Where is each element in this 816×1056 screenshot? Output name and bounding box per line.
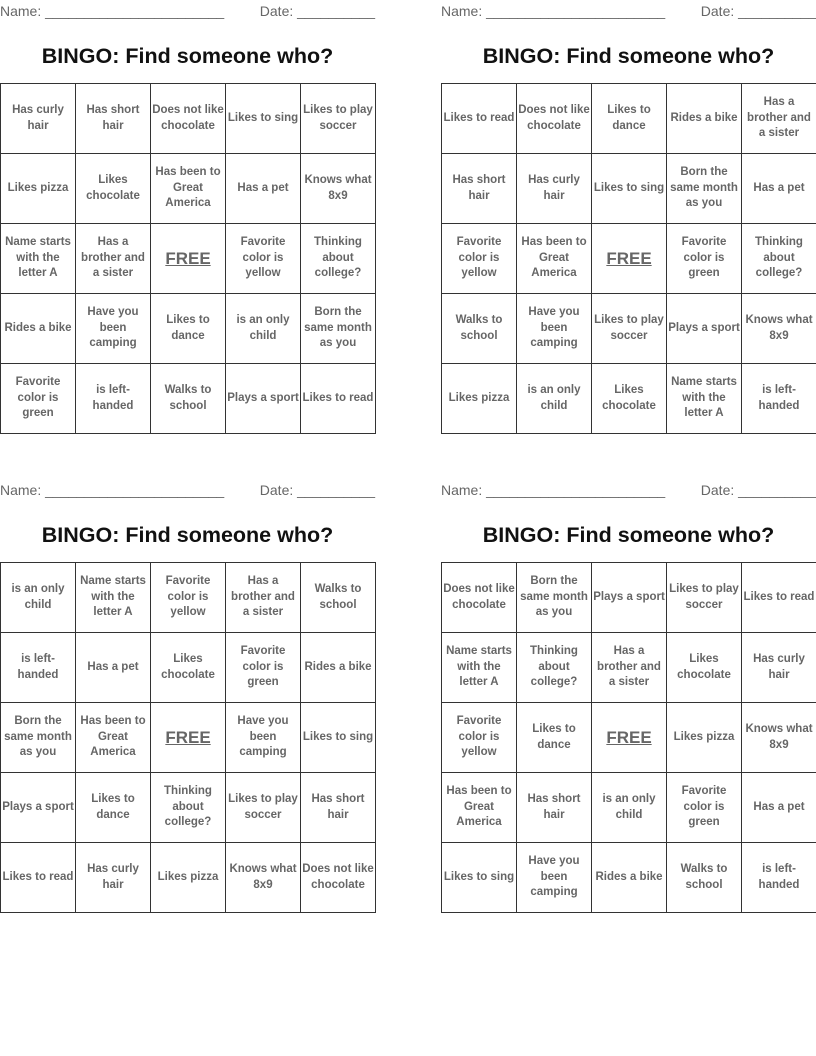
free-space[interactable]: FREE xyxy=(151,703,226,773)
date-field[interactable]: Date: __________ xyxy=(259,3,375,19)
grid-row xyxy=(1,563,376,633)
grid-row xyxy=(1,703,376,773)
bingo-cell[interactable]: Likes to dance xyxy=(151,294,226,364)
bingo-cell[interactable]: Has short hair xyxy=(517,773,592,843)
bingo-cell[interactable]: Has a brother and a sister xyxy=(76,224,151,294)
bingo-cell[interactable]: is left-handed xyxy=(1,633,76,703)
bingo-cell[interactable]: Does not like chocolate xyxy=(442,563,517,633)
bingo-cell[interactable]: Has short hair xyxy=(76,84,151,154)
bingo-cell[interactable]: Likes to sing xyxy=(592,154,667,224)
bingo-cell[interactable]: is an only child xyxy=(592,773,667,843)
bingo-cell[interactable]: Thinking about college? xyxy=(742,224,816,294)
bingo-cell[interactable]: is left-handed xyxy=(76,364,151,434)
bingo-cell[interactable]: Rides a bike xyxy=(667,84,742,154)
grid-row xyxy=(442,703,816,773)
bingo-cell[interactable]: Likes to sing xyxy=(226,84,301,154)
card-header xyxy=(0,0,375,22)
bingo-cell[interactable]: is an only child xyxy=(226,294,301,364)
date-field[interactable]: Date: __________ xyxy=(259,482,375,498)
name-field[interactable]: Name: _______________________ xyxy=(441,3,666,19)
bingo-cell[interactable]: Walks to school xyxy=(151,364,226,434)
name-field[interactable]: Name: _______________________ xyxy=(0,482,225,498)
bingo-cell[interactable]: Rides a bike xyxy=(301,633,376,703)
bingo-cell[interactable]: Knows what 8x9 xyxy=(301,154,376,224)
bingo-cell[interactable]: Likes to dance xyxy=(76,773,151,843)
bingo-cell[interactable]: Likes pizza xyxy=(151,843,226,913)
bingo-cell[interactable]: Has been to Great America xyxy=(442,773,517,843)
bingo-card xyxy=(0,0,375,420)
grid-row xyxy=(442,294,816,364)
grid-row xyxy=(442,154,816,224)
bingo-cell[interactable]: Likes to read xyxy=(442,84,517,154)
grid-row xyxy=(1,364,376,434)
bingo-cell[interactable]: Has a brother and a sister xyxy=(226,563,301,633)
card-title: BINGO: Find someone who? xyxy=(482,44,775,68)
bingo-cell[interactable]: Knows what 8x9 xyxy=(226,843,301,913)
bingo-grid xyxy=(0,83,376,434)
bingo-cell[interactable]: Have you been camping xyxy=(517,294,592,364)
bingo-cell[interactable]: Walks to school xyxy=(301,563,376,633)
bingo-cell[interactable]: Born the same month as you xyxy=(517,563,592,633)
grid-row xyxy=(1,294,376,364)
bingo-cell[interactable]: Rides a bike xyxy=(592,843,667,913)
bingo-cell[interactable]: Name starts with the letter A xyxy=(76,563,151,633)
bingo-cell[interactable]: Has been to Great America xyxy=(76,703,151,773)
bingo-cell[interactable]: Likes to sing xyxy=(301,703,376,773)
bingo-cell[interactable]: Likes pizza xyxy=(1,154,76,224)
bingo-cell[interactable]: Rides a bike xyxy=(1,294,76,364)
bingo-cell[interactable]: Likes to dance xyxy=(592,84,667,154)
bingo-cell[interactable]: Does not like chocolate xyxy=(301,843,376,913)
bingo-cell[interactable]: is left-handed xyxy=(742,364,816,434)
bingo-cell[interactable]: Favorite color is green xyxy=(667,224,742,294)
bingo-cell[interactable]: Likes to sing xyxy=(442,843,517,913)
grid-row xyxy=(442,843,816,913)
bingo-cell[interactable]: Favorite color is yellow xyxy=(226,224,301,294)
card-header xyxy=(0,479,375,501)
bingo-cell[interactable]: Born the same month as you xyxy=(301,294,376,364)
bingo-cell[interactable]: Does not like chocolate xyxy=(517,84,592,154)
bingo-cell[interactable]: Has a pet xyxy=(742,773,816,843)
bingo-cell[interactable]: Has curly hair xyxy=(76,843,151,913)
bingo-cell[interactable]: is an only child xyxy=(1,563,76,633)
bingo-cell[interactable]: Has been to Great America xyxy=(151,154,226,224)
bingo-cell[interactable]: Likes to dance xyxy=(517,703,592,773)
bingo-cell[interactable]: Likes to read xyxy=(1,843,76,913)
bingo-cell[interactable]: Favorite color is green xyxy=(226,633,301,703)
free-space[interactable]: FREE xyxy=(151,224,226,294)
bingo-cell[interactable]: Thinking about college? xyxy=(517,633,592,703)
card-title: BINGO: Find someone who? xyxy=(41,523,334,547)
grid-row xyxy=(442,563,816,633)
bingo-cell[interactable]: Likes chocolate xyxy=(592,364,667,434)
bingo-cell[interactable]: Likes to play soccer xyxy=(667,563,742,633)
bingo-cell[interactable]: Has curly hair xyxy=(1,84,76,154)
bingo-cell[interactable]: Likes to play soccer xyxy=(226,773,301,843)
grid-row xyxy=(442,773,816,843)
bingo-cell[interactable]: Has a brother and a sister xyxy=(742,84,816,154)
bingo-cell[interactable]: Likes to play soccer xyxy=(592,294,667,364)
bingo-cell[interactable]: Name starts with the letter A xyxy=(1,224,76,294)
bingo-cell[interactable]: Plays a sport xyxy=(592,563,667,633)
card-title: BINGO: Find someone who? xyxy=(41,44,334,68)
grid-row xyxy=(442,633,816,703)
bingo-cell[interactable]: Plays a sport xyxy=(226,364,301,434)
bingo-cell[interactable]: Likes pizza xyxy=(667,703,742,773)
bingo-cell[interactable]: Has a pet xyxy=(742,154,816,224)
free-space[interactable]: FREE xyxy=(592,703,667,773)
bingo-cell[interactable]: Has been to Great America xyxy=(517,224,592,294)
bingo-cell[interactable]: Plays a sport xyxy=(1,773,76,843)
date-field[interactable]: Date: __________ xyxy=(700,482,816,498)
card-header xyxy=(441,479,816,501)
bingo-cell[interactable]: Favorite color is yellow xyxy=(151,563,226,633)
bingo-cell[interactable]: Likes pizza xyxy=(442,364,517,434)
bingo-cell[interactable]: Likes chocolate xyxy=(667,633,742,703)
grid-row xyxy=(442,84,816,154)
bingo-cell[interactable]: Has curly hair xyxy=(517,154,592,224)
bingo-card xyxy=(441,0,816,420)
card-header xyxy=(441,0,816,22)
bingo-cell[interactable]: is left-handed xyxy=(742,843,816,913)
bingo-cell[interactable]: Born the same month as you xyxy=(1,703,76,773)
bingo-card xyxy=(441,479,816,899)
name-field[interactable]: Name: _______________________ xyxy=(0,3,225,19)
grid-row xyxy=(1,84,376,154)
grid-row xyxy=(1,633,376,703)
grid-row xyxy=(1,843,376,913)
bingo-cell[interactable]: Knows what 8x9 xyxy=(742,294,816,364)
bingo-cell[interactable]: Name starts with the letter A xyxy=(442,633,517,703)
grid-row xyxy=(1,224,376,294)
bingo-cell[interactable]: Thinking about college? xyxy=(151,773,226,843)
bingo-cell[interactable]: is an only child xyxy=(517,364,592,434)
bingo-cell[interactable]: Likes chocolate xyxy=(76,154,151,224)
grid-row xyxy=(442,364,816,434)
bingo-cell[interactable]: Likes chocolate xyxy=(151,633,226,703)
bingo-cell[interactable]: Name starts with the letter A xyxy=(667,364,742,434)
bingo-cell[interactable]: Likes to play soccer xyxy=(301,84,376,154)
bingo-cell[interactable]: Does not like chocolate xyxy=(151,84,226,154)
bingo-cell[interactable]: Plays a sport xyxy=(667,294,742,364)
bingo-cell[interactable]: Have you been camping xyxy=(517,843,592,913)
bingo-cell[interactable]: Walks to school xyxy=(442,294,517,364)
bingo-cell[interactable]: Thinking about college? xyxy=(301,224,376,294)
bingo-cell[interactable]: Have you been camping xyxy=(226,703,301,773)
grid-row xyxy=(1,154,376,224)
bingo-cell[interactable]: Have you been camping xyxy=(76,294,151,364)
free-space[interactable]: FREE xyxy=(592,224,667,294)
bingo-cell[interactable]: Likes to read xyxy=(301,364,376,434)
bingo-cell[interactable]: Has a pet xyxy=(226,154,301,224)
bingo-cell[interactable]: Walks to school xyxy=(667,843,742,913)
card-title: BINGO: Find someone who? xyxy=(482,523,775,547)
grid-row xyxy=(1,773,376,843)
bingo-cell[interactable]: Likes to read xyxy=(742,563,816,633)
bingo-cell[interactable]: Favorite color is yellow xyxy=(442,224,517,294)
bingo-cell[interactable]: Has a brother and a sister xyxy=(592,633,667,703)
bingo-grid xyxy=(441,83,816,434)
bingo-grid xyxy=(0,562,376,913)
grid-row xyxy=(442,224,816,294)
bingo-cell[interactable]: Favorite color is green xyxy=(667,773,742,843)
name-field[interactable]: Name: _______________________ xyxy=(441,482,666,498)
bingo-cell[interactable]: Born the same month as you xyxy=(667,154,742,224)
bingo-grid xyxy=(441,562,816,913)
date-field[interactable]: Date: __________ xyxy=(700,3,816,19)
bingo-cell[interactable]: Favorite color is yellow xyxy=(442,703,517,773)
bingo-card xyxy=(0,479,375,891)
bingo-cell[interactable]: Has short hair xyxy=(301,773,376,843)
bingo-cell[interactable]: Has curly hair xyxy=(742,633,816,703)
bingo-cell[interactable]: Favorite color is green xyxy=(1,364,76,434)
bingo-cell[interactable]: Has short hair xyxy=(442,154,517,224)
bingo-cell[interactable]: Knows what 8x9 xyxy=(742,703,816,773)
bingo-cell[interactable]: Has a pet xyxy=(76,633,151,703)
